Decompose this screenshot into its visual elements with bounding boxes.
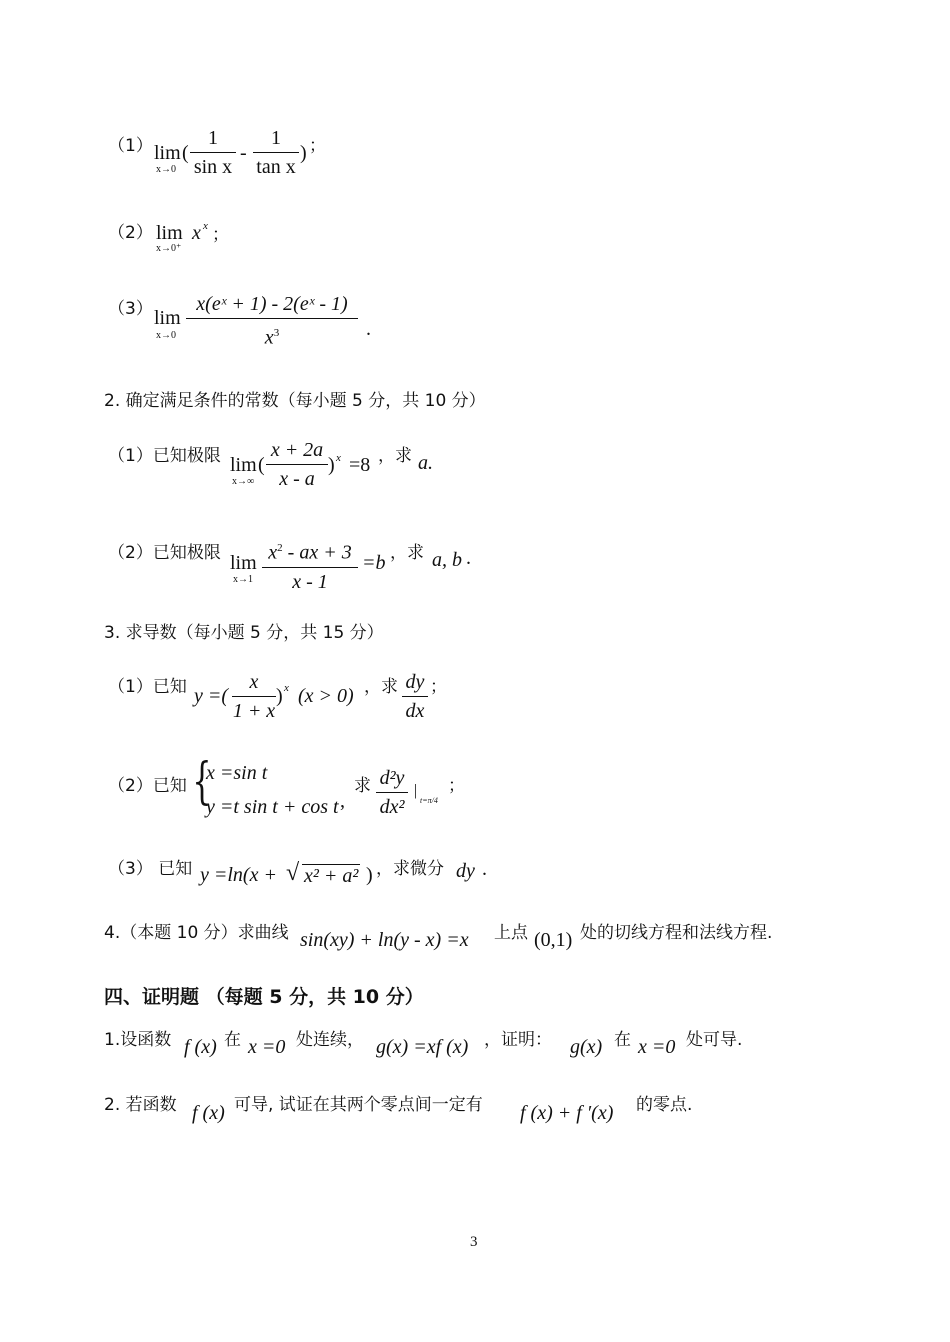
paren-close: ) <box>328 454 335 476</box>
numerator: x(eˣ + 1) - 2(eˣ - 1) <box>196 293 348 315</box>
numerator: x <box>249 671 259 693</box>
ask-variable: a. <box>418 452 433 474</box>
section-2-title: 2. 确定满足条件的常数（每小题 5 分，共 10 分） <box>104 391 486 411</box>
derivative-dy-dx <box>402 670 428 723</box>
numerator: d²y <box>379 767 405 789</box>
given-limit-text: （2）已知极限 <box>108 543 221 563</box>
semicolon: ； <box>309 136 326 156</box>
fraction-expression <box>186 292 358 350</box>
denominator: $x^3$ <box>264 326 280 349</box>
item-number: （3） <box>108 299 153 319</box>
q2-intro: 2. 若函数 <box>104 1095 177 1115</box>
semicolon: ； <box>430 677 447 697</box>
continuous-text: 处连续， <box>296 1030 364 1050</box>
denominator: dx <box>405 700 425 722</box>
lim-text: lim <box>154 307 181 329</box>
parametric-line-1: x =sin t <box>206 762 268 784</box>
condition: (x > 0) <box>298 685 354 707</box>
x-equals-0: x =0 <box>248 1036 286 1058</box>
lim-subscript: x→0⁺ <box>156 243 182 254</box>
numerator: dy <box>405 671 425 693</box>
problem-4-tail: 处的切线方程和法线方程. <box>580 923 773 943</box>
at-text: 在 <box>224 1030 241 1050</box>
semicolon: ； <box>212 225 229 245</box>
differentiable-text: 处可导. <box>686 1030 743 1050</box>
ask-text: ，求微分 <box>376 859 444 879</box>
sqrt-sign: √ <box>286 860 300 886</box>
function-f: f (x) <box>184 1036 217 1058</box>
ask-differential: dy <box>456 860 475 882</box>
paren-close: ) <box>300 142 307 164</box>
given-limit-text: （1）已知极限 <box>108 446 221 466</box>
given-text: （2）已知 <box>108 776 187 796</box>
given-text: （1）已知 <box>108 677 187 697</box>
exponent: x <box>284 682 289 694</box>
at-text-2: 在 <box>614 1030 631 1050</box>
period: . <box>466 547 471 569</box>
lim-subscript: x→0 <box>156 164 176 175</box>
proof-section-heading: 四、证明题 （每题 5 分，共 10 分） <box>104 986 424 1008</box>
on-point-text: 上点 <box>494 923 528 943</box>
x-equals-0-b: x =0 <box>638 1036 676 1058</box>
equals-8: =8 <box>349 454 371 476</box>
minus-sign: - <box>240 142 247 164</box>
fraction <box>262 536 358 594</box>
paren-open: ( <box>182 142 189 164</box>
point: (0,1) <box>534 929 573 951</box>
ask-text: ，求 <box>378 446 412 466</box>
paren-open: ( <box>258 454 265 476</box>
function-g: g(x) <box>570 1036 603 1058</box>
lim-subscript: x→∞ <box>232 476 255 487</box>
ask-text: ，求 <box>364 677 398 697</box>
given-text: （3） 已知 <box>108 859 193 879</box>
lim-text: lim <box>156 222 183 244</box>
y-equals: y =( <box>194 685 229 707</box>
lim-subscript: x→1 <box>233 574 253 585</box>
paren-close: ) <box>366 864 373 886</box>
sqrt-body: x² + a² <box>304 865 359 887</box>
denominator: x - a <box>279 468 315 490</box>
lim-text: lim <box>230 454 257 476</box>
paren-close: ) <box>276 685 283 707</box>
prove-text: ，证明： <box>484 1030 552 1050</box>
numerator: x + 2a <box>270 439 324 461</box>
q2-statement: 可导, 试证在其两个零点间一定有 <box>234 1095 483 1115</box>
page-number: 3 <box>470 1234 478 1250</box>
base-x: x <box>192 222 201 244</box>
problem-4-intro: 4.（本题 10 分）求曲线 <box>104 923 289 943</box>
lim-subscript: x→0 <box>156 330 176 341</box>
fraction-1-over-tan <box>253 126 299 179</box>
q2-tail: 的零点. <box>636 1095 693 1115</box>
semicolon: ； <box>448 776 465 796</box>
equals-b: =b <box>362 552 386 574</box>
expression-start: y =ln(x + <box>200 864 277 886</box>
denominator: 1 + x <box>232 700 276 722</box>
exponent-x: x <box>203 220 208 232</box>
evaluation-point: t=π/4 <box>420 796 438 805</box>
parametric-line-2: y =t sin t + cos t <box>206 796 339 818</box>
numerator: 1 <box>208 127 218 149</box>
q1-intro: 1.设函数 <box>104 1030 172 1050</box>
fraction <box>266 438 328 491</box>
denominator: tan x <box>256 156 296 178</box>
section-3-title: 3. 求导数（每小题 5 分，共 15 分） <box>104 623 384 643</box>
brace: { <box>192 752 212 810</box>
ask-text: ，求 <box>390 543 424 563</box>
function-f: f (x) <box>192 1102 225 1124</box>
lim-text: lim <box>230 552 257 574</box>
numerator: 1 <box>271 127 281 149</box>
g-definition: g(x) =xf (x) <box>376 1036 469 1058</box>
item-number: （1） <box>108 136 153 156</box>
denominator: x - 1 <box>292 570 328 593</box>
denominator: dx² <box>379 796 405 818</box>
denominator: sin x <box>193 156 233 178</box>
comma: , <box>340 790 345 812</box>
evaluation-bar: | <box>414 782 418 799</box>
curve-equation: sin(xy) + ln(y - x) =x <box>300 929 469 951</box>
second-derivative <box>376 766 408 819</box>
fraction <box>232 670 276 723</box>
ask-text: 求 <box>354 776 371 796</box>
lim-text: lim <box>154 142 181 164</box>
f-plus-fprime: f (x) + f ′(x) <box>520 1102 614 1124</box>
period: . <box>482 858 487 880</box>
exponent: x <box>336 452 341 464</box>
fraction-1-over-sin <box>190 126 236 179</box>
ask-variables: a, b <box>432 549 462 571</box>
period: . <box>366 318 371 340</box>
numerator: $x^2$ - ax + 3 <box>268 541 352 564</box>
item-number: （2） <box>108 223 153 243</box>
